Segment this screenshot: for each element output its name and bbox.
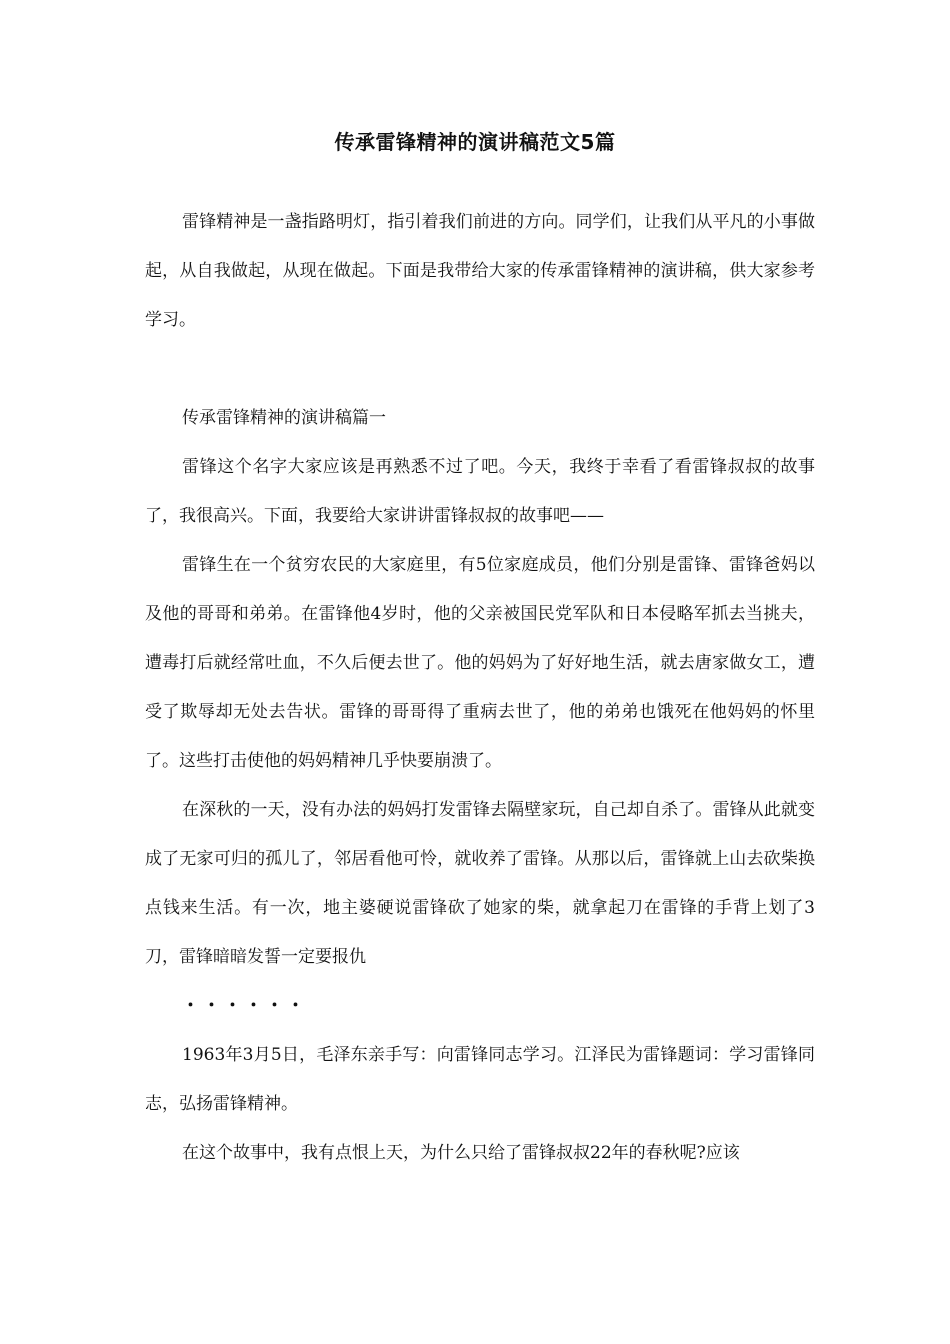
body-paragraph: 在这个故事中，我有点恨上天，为什么只给了雷锋叔叔22年的春秋呢?应该 (182, 1143, 740, 1163)
section-spacer (145, 345, 815, 394)
intro-paragraph: 雷锋精神是一盏指路明灯，指引着我们前进的方向。同学们，让我们从平凡的小事做起，从自我做起，从现在做起。下面是我带给大家的传承雷锋精神的演讲稿，供大家参考学习。 (145, 212, 815, 330)
body-paragraph: 1963年3月5日，毛泽东亲手写：向雷锋同志学习。江泽民为雷锋题词：学习雷锋同志，弘扬雷锋精神。 (145, 1045, 815, 1114)
document-body (145, 198, 815, 1178)
body-paragraph: 在深秋的一天，没有办法的妈妈打发雷锋去隔壁家玩，自己却自杀了。雷锋从此就变成了无家可归的孤儿了，邻居看他可怜，就收养了雷锋。从那以后，雷锋就上山去砍柴换点钱来生活。有一次，地主婆硬说雷锋砍了她家的柴，就拿起刀在雷锋的手背上划了3刀，雷锋暗暗发誓一定要报仇 (145, 800, 815, 967)
body-paragraph: 雷锋生在一个贫穷农民的大家庭里，有5位家庭成员，他们分别是雷锋、雷锋爸妈以及他的哥哥和弟弟。在雷锋他4岁时，他的父亲被国民党军队和日本侵略军抓去当挑夫，遭毒打后就经常吐血，不久后便去世了。他的妈妈为了好好地生活，就去唐家做女工，遭受了欺辱却无处去告状。雷锋的哥哥得了重病去世了，他的弟弟也饿死在他妈妈的怀里了。这些打击使他的妈妈精神几乎快要崩溃了。 (145, 555, 815, 771)
ellipsis-text: ・・・・・・ (182, 996, 308, 1016)
section-heading: 传承雷锋精神的演讲稿篇一 (182, 408, 386, 428)
page-title: 传承雷锋精神的演讲稿范文5篇 (334, 130, 616, 154)
body-paragraph: 雷锋这个名字大家应该是再熟悉不过了吧。今天，我终于幸看了看雷锋叔叔的故事了，我很高兴。下面，我要给大家讲讲雷锋叔叔的故事吧—— (145, 457, 815, 526)
ellipsis-dots (145, 982, 815, 1031)
